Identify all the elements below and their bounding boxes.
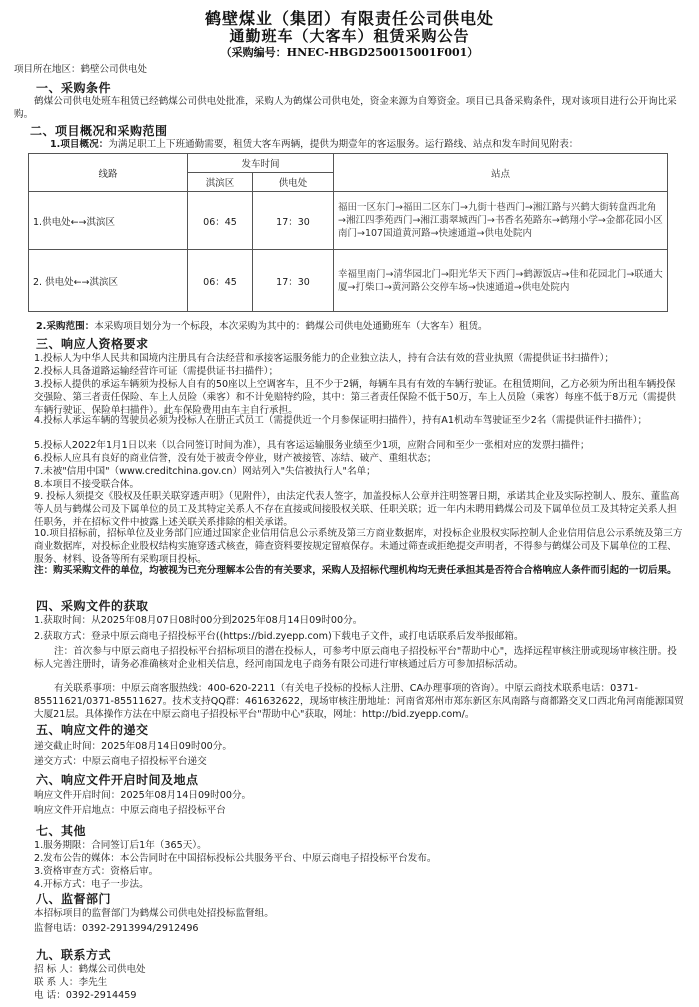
requirement-item: 4.投标人承运车辆的驾驶员必须为投标人在册正式员工（需提供近一个月参保证明扫描件），持有A1机动车驾驶证至少2名（需提供证件扫描件）； (34, 415, 648, 426)
other-item: 3.资格审查方式：资格后审。 (34, 866, 159, 877)
procurement-number: （采购编号：HNEC-HBGD250015001F001） (220, 46, 479, 59)
acquisition-method: 2.获取方式：登录中原云商电子招投标平台((https://bid.zyepp.com)下载电子文件，或打电话联系后发举报邮箱。 (34, 631, 524, 642)
registration-note: 注：首次参与中原云商电子招投标平台招标项目的潜在投标人，可参考中原云商电子招投标平台"帮助中心"，选择远程审核注册或现场审核注册。投标人完善注册时，请务必准确核对企业相关信息，经河南国龙电子商务有限公司进行审核通过后方可参加招标活动。 (34, 646, 677, 670)
overview-text: 为满足职工上下班通勤需要，租赁大客车两辆，提供为期壹年的客运服务。运行路线、站点和发车时间见附表： (108, 139, 579, 150)
time-qibin: 06：45 (188, 192, 253, 250)
col-stops: 站点 (334, 154, 668, 192)
contact-phone: 电 话：0392-2914459 (34, 990, 137, 1001)
supervision-phone: 监督电话：0392-2913994/2912496 (34, 923, 199, 934)
section-6-title: 六、响应文件开启时间及地点 (36, 773, 199, 787)
section-4-title: 四、采购文件的获取 (36, 599, 149, 613)
requirement-item: 8.本项目不接受联合体。 (34, 479, 140, 490)
contact-person: 联 系 人：李先生 (34, 977, 108, 988)
opening-place: 响应文件开启地点：中原云商电子招投标平台 (34, 805, 226, 816)
col-power-office: 供电处 (253, 173, 334, 192)
project-location: 项目所在地区：鹤壁公司供电处 (14, 64, 148, 75)
col-route: 线路 (29, 154, 188, 192)
route-table (28, 153, 668, 312)
col-departure-time: 发车时间 (188, 154, 334, 173)
section-1-text: 鹤煤公司供电处班车租赁已经鹤煤公司供电处批准，采购人为鹤煤公司供电处，资金来源为自筹资金。项目已具备采购条件，现对该项目进行公开询比采购。 (14, 96, 677, 120)
time-power-office: 17：30 (253, 250, 334, 312)
important-note: 注：购买采购文件的单位，均被视为已充分理解本公告的有关要求，采购人及招标代理机构均无责任承担其是否符合合格响应人条件而引起的一切后果。 (34, 565, 677, 576)
submission-method: 递交方式：中原云商电子招投标平台递交 (34, 756, 207, 767)
section-2-title: 二、项目概况和采购范围 (30, 124, 168, 138)
requirement-item: 1.投标人为中华人民共和国境内注册具有合法经营和承接客运服务能力的企业独立法人，持有合法有效的营业执照（需提供证书扫描件）； (34, 353, 614, 364)
procurement-scope (36, 320, 676, 333)
section-1-title: 一、采购条件 (36, 81, 112, 95)
project-overview (50, 138, 680, 151)
section-8-title: 八、监督部门 (36, 892, 112, 906)
section-9-title: 九、联系方式 (36, 948, 112, 962)
opening-time: 响应文件开启时间：2025年08月14日09时00分。 (34, 790, 252, 801)
requirement-item: 7.未被"信用中国"（www.creditchina.gov.cn）网站列入"失信被执行人"名单； (34, 466, 376, 477)
col-qibin: 淇滨区 (188, 173, 253, 192)
requirement-item: 3.投标人提供的承运车辆须为投标人自有的50座以上空调客车，且不少于2辆，每辆车具有有效的车辆行驶证。在租赁期间，乙方必须为所出租车辆投保交强险、第三者责任保险、车上人员险（乘客）和不计免赔特约险，其中：第三者责任保险不低于50万，车上人员险（乘客）每座不低于8万元（需提供车辆行驶证、保险单扫描件）。此车保险费用由车主自行承担。 (34, 379, 676, 416)
title-company: 鹤壁煤业（集团）有限责任公司供电处 (204, 9, 494, 28)
time-power-office: 17：30 (253, 192, 334, 250)
overview-label: 1.项目概况： (50, 139, 109, 150)
scope-text: 本采购项目划分为一个标段，本次采购为其中的：鹤煤公司供电处通勤班车（大客车）租赁。 (94, 321, 488, 332)
section-3-title: 三、响应人资格要求 (36, 337, 149, 351)
acquisition-time: 1.获取时间：从2025年08月07日08时00分到2025年08月14日09时00分。 (34, 615, 363, 626)
supervision-text: 本招标项目的监督部门为鹤煤公司供电处招投标监督组。 (34, 908, 274, 919)
requirement-item: 6.投标人应具有良好的商业信誉，没有处于被责令停业，财产被接管、冻结、破产、重组状态； (34, 453, 437, 464)
section-7-title: 七、其他 (36, 824, 87, 838)
section-5-title: 五、响应文件的递交 (36, 723, 149, 737)
table-row (29, 192, 668, 250)
other-item: 1.服务期限：合同签订后1年（365天）。 (34, 840, 207, 851)
requirement-item: 10.项目招标前，招标单位及业务部门应通过国家企业信用信息公示系统及第三方商业数据库，对投标企业股权实际控制人企业信用信息公示系统及第三方商业数据库，对投标企业股权结构实施穿透式核查，筛查资料要按规定留痕保存。未通过筛查或拒绝提交声明者，不得参与鹤煤公司及下属单位的工程、服务、材料、设备等所有采购项目投标。 (34, 528, 683, 565)
title-announcement: 通勤班车（大客车）租赁采购公告 (229, 27, 470, 45)
scope-label: 2.采购范围： (36, 321, 95, 332)
table-row (29, 250, 668, 312)
tenderer: 招 标 人：鹤煤公司供电处 (34, 964, 146, 975)
other-item: 2.发布公告的媒体：本公告同时在中国招标投标公共服务平台、中原云商电子招投标平台发布。 (34, 853, 437, 864)
time-qibin: 06：45 (188, 250, 253, 312)
other-item: 4.开标方式：电子一步法。 (34, 879, 149, 890)
route-name: 2. 供电处←→淇滨区 (29, 250, 188, 312)
contact-matters: 有关联系事项：中原云商客服热线：400-620-2211（有关电子投标的投标人注册、CA办理事项的咨询）。中原云商技术联系电话：0371-85511621/0371-85511627。技术支持QQ群：461632622，现场审核注册地址：河南省郑州市郑东新区东风南路与商都路交叉口西北角河南能源国贸大厦21层。具体操作方法在中原云商电子招投标平台"帮助中心"获取，网址：http://bid.zyepp.com/。 (34, 683, 684, 720)
requirement-item: 5.投标人2022年1月1日以来（以合同签订时间为准），具有客运运输服务业绩至少1项，应附合同和至少一张相对应的发票扫描件； (34, 440, 590, 451)
requirement-item: 9. 投标人须提交《股权及任职关联穿透声明》（见附件），由法定代表人签字，加盖投标人公章并注明签署日期，承诺其企业及实际控制人、股东、董监高等人员与鹤煤公司及下属单位的员工及其特定关系人不存在直接或间接股权关联、任职关联；近一年内未聘用鹤煤公司及下属单位员工及其特定关系人担任职务，并在招标文件中披露上述关联关系排除的相关承诺。 (34, 491, 680, 528)
route-stops: 福田一区东门→福田二区东门→九街十巷西门→湘江路与兴鹤大街转盘西北角→湘江四季苑西门→湘江翡翠城西门→书香名苑路东→鹤翔小学→金都花园小区南门→107国道黄河路→快速通道→供电处院内 (334, 192, 668, 250)
route-stops: 幸福里南门→清华园北门→阳光华天下西门→鹤源饭店→佳和花园北门→联通大厦→打柴口→黄河路公交停车场→快速通道→供电处院内 (334, 250, 668, 312)
route-name: 1.供电处←→淇滨区 (29, 192, 188, 250)
requirement-item: 2.投标人具备道路运输经营许可证（需提供证书扫描件）； (34, 366, 279, 377)
submission-deadline: 递交截止时间：2025年08月14日09时00分。 (34, 741, 232, 752)
